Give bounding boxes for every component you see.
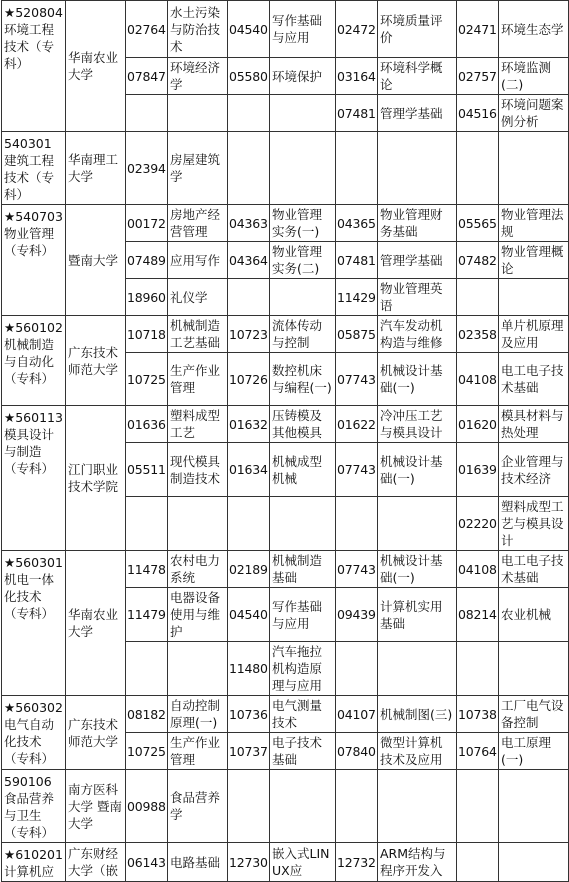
course-name-cell: 自动控制原理(一) — [168, 696, 228, 733]
course-name-cell: 礼仪学 — [168, 279, 228, 316]
course-code-cell: 04108 — [457, 551, 499, 588]
course-name-cell — [499, 770, 569, 843]
course-name-cell: 物业管理概论 — [499, 242, 569, 279]
course-code-cell: 10725 — [126, 353, 168, 406]
course-name-cell: 数控机床与编程(一) — [270, 353, 336, 406]
course-name-cell: 汽车拖拉机构造原理与应用 — [270, 642, 336, 696]
course-code-cell — [228, 770, 270, 843]
course-name-cell: 物业管理实务(二) — [270, 242, 336, 279]
table-row — [2, 696, 569, 733]
course-code-cell: 10718 — [126, 316, 168, 353]
school-cell: 广东技术师范大学 — [66, 696, 126, 770]
course-name-cell: 汽车发动机构造与维修 — [378, 316, 457, 353]
course-code-cell: 05875 — [336, 316, 378, 353]
course-name-cell — [270, 279, 336, 316]
course-code-cell: 02358 — [457, 316, 499, 353]
course-name-cell: 环境质量评价 — [378, 1, 457, 58]
course-name-cell: 机械设计基础(一) — [378, 551, 457, 588]
course-name-cell: 农业机械 — [499, 588, 569, 642]
course-code-cell: 11478 — [126, 551, 168, 588]
course-code-cell: 10764 — [457, 733, 499, 770]
course-name-cell — [378, 642, 457, 696]
course-name-cell: 单片机原理及应用 — [499, 316, 569, 353]
course-name-cell — [499, 279, 569, 316]
course-code-cell: 06143 — [126, 843, 168, 882]
course-code-cell: 11480 — [228, 642, 270, 696]
course-name-cell — [270, 132, 336, 205]
course-name-cell — [270, 770, 336, 843]
course-code-cell — [228, 279, 270, 316]
course-name-cell: 电子技术基础 — [270, 733, 336, 770]
course-code-cell — [336, 770, 378, 843]
course-name-cell: 电工原理(一) — [499, 733, 569, 770]
table-row — [2, 406, 569, 443]
major-cell: ★540703 物业管理（专科） — [2, 205, 66, 316]
course-name-cell — [499, 843, 569, 882]
course-name-cell: 计算机实用基础 — [378, 588, 457, 642]
course-code-cell — [126, 95, 168, 132]
course-code-cell: 02394 — [126, 132, 168, 205]
table-row — [2, 1, 569, 58]
table-row — [2, 205, 569, 242]
course-name-cell: 电工电子技术基础 — [499, 551, 569, 588]
course-name-cell: 环境经济学 — [168, 58, 228, 95]
course-name-cell: 压铸模及其他模具 — [270, 406, 336, 443]
course-name-cell: 食品营养学 — [168, 770, 228, 843]
course-table — [1, 0, 569, 882]
course-name-cell: 环境监测(二) — [499, 58, 569, 95]
course-name-cell: 嵌入式LINUX应 — [270, 843, 336, 882]
course-code-cell: 04364 — [228, 242, 270, 279]
course-code-cell: 07840 — [336, 733, 378, 770]
course-name-cell: 写作基础与应用 — [270, 1, 336, 58]
course-code-cell: 05511 — [126, 443, 168, 497]
course-code-cell: 00988 — [126, 770, 168, 843]
course-name-cell: 环境问题案例分析 — [499, 95, 569, 132]
course-code-cell: 04108 — [457, 353, 499, 406]
course-code-cell: 02471 — [457, 1, 499, 58]
course-name-cell: 工厂电气设备控制 — [499, 696, 569, 733]
course-name-cell: 物业管理英语 — [378, 279, 457, 316]
course-name-cell: 塑料成型工艺 — [168, 406, 228, 443]
course-code-cell: 07481 — [336, 95, 378, 132]
school-cell: 江门职业技术学院 — [66, 406, 126, 551]
course-name-cell: 物业管理实务(一) — [270, 205, 336, 242]
course-code-cell: 02472 — [336, 1, 378, 58]
course-code-cell: 04516 — [457, 95, 499, 132]
course-code-cell: 07743 — [336, 551, 378, 588]
table-row — [2, 770, 569, 843]
course-name-cell: 电器设备使用与维护 — [168, 588, 228, 642]
course-code-cell — [228, 132, 270, 205]
course-code-cell: 00172 — [126, 205, 168, 242]
course-table-body — [2, 1, 569, 882]
course-name-cell: 环境保护 — [270, 58, 336, 95]
course-name-cell: 现代模具制造技术 — [168, 443, 228, 497]
course-code-cell: 10738 — [457, 696, 499, 733]
course-name-cell: 冷冲压工艺与模具设计 — [378, 406, 457, 443]
course-name-cell: 微型计算机技术及应用 — [378, 733, 457, 770]
course-name-cell: 水土污染与防治技术 — [168, 1, 228, 58]
course-name-cell: 物业管理财务基础 — [378, 205, 457, 242]
course-code-cell: 07482 — [457, 242, 499, 279]
course-code-cell: 02220 — [457, 497, 499, 551]
course-name-cell: 房地产经营管理 — [168, 205, 228, 242]
course-name-cell: 环境生态学 — [499, 1, 569, 58]
table-row — [2, 316, 569, 353]
course-code-cell: 08182 — [126, 696, 168, 733]
course-code-cell: 01634 — [228, 443, 270, 497]
course-name-cell: 电工电子技术基础 — [499, 353, 569, 406]
course-code-cell: 01620 — [457, 406, 499, 443]
course-code-cell — [228, 497, 270, 551]
course-code-cell: 08214 — [457, 588, 499, 642]
course-name-cell — [168, 95, 228, 132]
major-cell: 540301 建筑工程技术（专科） — [2, 132, 66, 205]
course-name-cell: 管理学基础 — [378, 95, 457, 132]
school-cell: 华南农业大学 — [66, 551, 126, 696]
major-cell: ★560113 模具设计与制造（专科） — [2, 406, 66, 551]
major-cell: ★560301 机电一体化技术（专科） — [2, 551, 66, 696]
course-code-cell: 02757 — [457, 58, 499, 95]
course-name-cell: 生产作业管理 — [168, 353, 228, 406]
course-name-cell — [270, 497, 336, 551]
major-cell: ★560102 机械制造与自动化（专科） — [2, 316, 66, 406]
course-name-cell: 机械设计基础(一) — [378, 353, 457, 406]
course-code-cell: 04363 — [228, 205, 270, 242]
course-code-cell: 01639 — [457, 443, 499, 497]
course-name-cell: ARM结构与程序开发入 — [378, 843, 457, 882]
course-name-cell — [270, 95, 336, 132]
school-cell: 华南理工大学 — [66, 132, 126, 205]
course-code-cell: 02764 — [126, 1, 168, 58]
course-code-cell: 02189 — [228, 551, 270, 588]
course-name-cell — [378, 132, 457, 205]
table-row — [2, 843, 569, 882]
course-code-cell: 04540 — [228, 1, 270, 58]
course-name-cell — [499, 132, 569, 205]
course-code-cell: 10737 — [228, 733, 270, 770]
course-code-cell: 12730 — [228, 843, 270, 882]
major-cell: 590106 食品营养与卫生（专科） — [2, 770, 66, 843]
course-name-cell: 机械制造基础 — [270, 551, 336, 588]
course-code-cell: 07847 — [126, 58, 168, 95]
course-code-cell: 11479 — [126, 588, 168, 642]
course-name-cell: 房屋建筑学 — [168, 132, 228, 205]
course-code-cell — [126, 642, 168, 696]
course-code-cell: 07489 — [126, 242, 168, 279]
course-code-cell: 01622 — [336, 406, 378, 443]
course-name-cell: 管理学基础 — [378, 242, 457, 279]
course-code-cell — [336, 497, 378, 551]
school-cell: 暨南大学 — [66, 205, 126, 316]
course-name-cell: 物业管理法规 — [499, 205, 569, 242]
course-code-cell: 04365 — [336, 205, 378, 242]
course-name-cell — [168, 642, 228, 696]
course-code-cell: 04540 — [228, 588, 270, 642]
course-code-cell: 18960 — [126, 279, 168, 316]
course-code-cell — [126, 497, 168, 551]
course-code-cell: 04107 — [336, 696, 378, 733]
course-code-cell — [336, 132, 378, 205]
course-code-cell — [457, 770, 499, 843]
course-code-cell: 09439 — [336, 588, 378, 642]
course-code-cell: 05565 — [457, 205, 499, 242]
course-name-cell: 环境科学概论 — [378, 58, 457, 95]
course-code-cell: 01636 — [126, 406, 168, 443]
course-name-cell: 农村电力系统 — [168, 551, 228, 588]
course-code-cell — [457, 843, 499, 882]
course-code-cell — [457, 279, 499, 316]
course-code-cell: 07743 — [336, 443, 378, 497]
course-name-cell: 流体传动与控制 — [270, 316, 336, 353]
course-code-cell: 12732 — [336, 843, 378, 882]
course-name-cell: 机械成型机械 — [270, 443, 336, 497]
course-name-cell — [378, 770, 457, 843]
course-code-cell: 10723 — [228, 316, 270, 353]
course-name-cell: 模具材料与热处理 — [499, 406, 569, 443]
course-name-cell: 应用写作 — [168, 242, 228, 279]
course-name-cell: 机械制图(三) — [378, 696, 457, 733]
school-cell: 华南农业大学 — [66, 1, 126, 132]
school-cell: 南方医科大学 暨南大学 — [66, 770, 126, 843]
course-code-cell — [457, 132, 499, 205]
major-cell: ★560302 电气自动化技术（专科） — [2, 696, 66, 770]
course-code-cell — [228, 95, 270, 132]
course-name-cell — [499, 642, 569, 696]
school-cell: 广东技术师范大学 — [66, 316, 126, 406]
course-code-cell: 11429 — [336, 279, 378, 316]
course-name-cell: 机械设计基础(一) — [378, 443, 457, 497]
course-code-cell: 05580 — [228, 58, 270, 95]
course-code-cell: 01632 — [228, 406, 270, 443]
course-name-cell — [378, 497, 457, 551]
course-code-cell: 10725 — [126, 733, 168, 770]
table-row — [2, 132, 569, 205]
course-name-cell: 生产作业管理 — [168, 733, 228, 770]
course-name-cell: 机械制造工艺基础 — [168, 316, 228, 353]
course-name-cell: 塑料成型工艺与模具设计 — [499, 497, 569, 551]
table-row — [2, 551, 569, 588]
course-code-cell: 03164 — [336, 58, 378, 95]
course-code-cell: 07481 — [336, 242, 378, 279]
course-name-cell: 电路基础 — [168, 843, 228, 882]
course-code-cell — [457, 642, 499, 696]
course-code-cell: 10736 — [228, 696, 270, 733]
course-name-cell: 写作基础与应用 — [270, 588, 336, 642]
course-code-cell — [336, 642, 378, 696]
major-cell: ★520804 环境工程技术（专科） — [2, 1, 66, 132]
course-code-cell: 07743 — [336, 353, 378, 406]
course-name-cell: 电气测量技术 — [270, 696, 336, 733]
course-code-cell: 10726 — [228, 353, 270, 406]
school-cell: 广东财经大学（嵌 — [66, 843, 126, 882]
course-name-cell — [168, 497, 228, 551]
course-name-cell: 企业管理与技术经济 — [499, 443, 569, 497]
major-cell: ★610201 计算机应 — [2, 843, 66, 882]
